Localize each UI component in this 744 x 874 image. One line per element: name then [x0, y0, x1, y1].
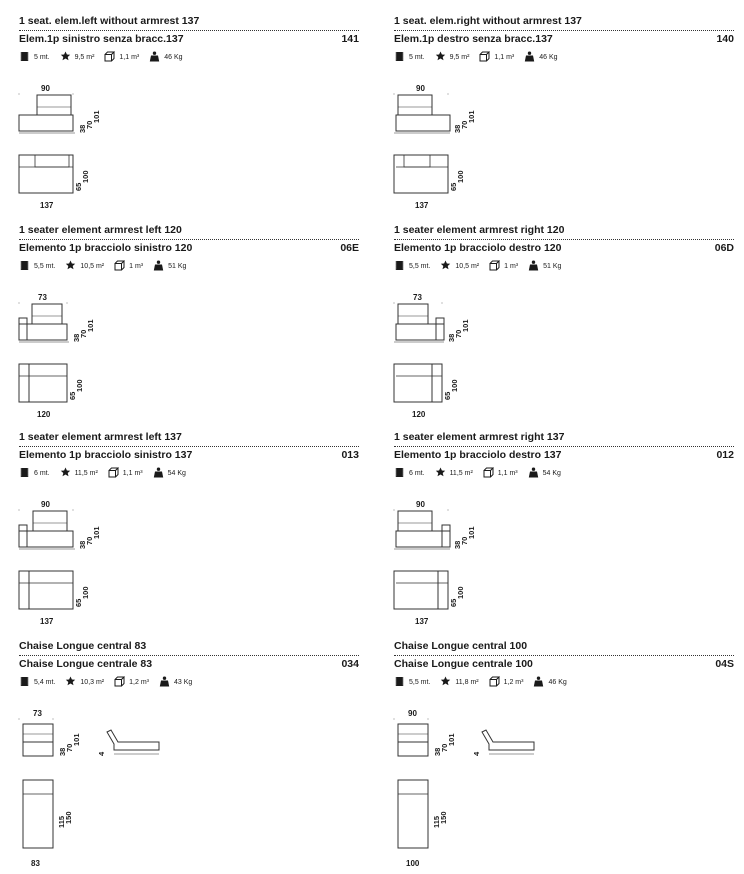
spec-weight: 43 Kg [173, 678, 193, 686]
dim-arm-height: 70 [460, 120, 469, 129]
product-name-en: 1 seater element armrest left 137 [19, 431, 182, 443]
product-code: 06D [714, 242, 734, 254]
product-name-it: Elem.1p sinistro senza bracc.137 [19, 33, 184, 45]
dim-total-depth: 150 [64, 811, 73, 824]
spec-row [19, 467, 196, 479]
dim-arm-height: 70 [65, 743, 74, 752]
dim-arm-height: 70 [454, 329, 463, 338]
product-card [19, 431, 359, 631]
dim-seat-height: 38 [453, 540, 462, 549]
product-name-it: Chaise Longue centrale 83 [19, 658, 153, 670]
spec-fabric: 6 mt. [409, 469, 425, 477]
product-name-it: Elemento 1p bracciolo destro 137 [394, 449, 562, 461]
weight-icon [153, 467, 168, 480]
guide-marks [19, 718, 53, 720]
dim-back-width: 90 [416, 84, 425, 93]
spec-volume: 1,1 m³ [119, 53, 140, 61]
spec-fabric: 5,5 mt. [34, 262, 56, 270]
fabric-icon [19, 51, 34, 64]
product-card [394, 431, 734, 631]
dim-seat-height: 38 [72, 333, 81, 342]
leather-icon [60, 51, 75, 64]
fabric-icon [394, 51, 409, 64]
dim-seat-depth: 65 [74, 182, 83, 191]
dim-seat-depth: 65 [449, 182, 458, 191]
dim-back-width: 73 [413, 293, 422, 302]
fabric-icon [394, 467, 409, 480]
spec-fabric: 5,5 mt. [409, 262, 431, 270]
fabric-icon [394, 260, 409, 273]
product-code: 034 [341, 658, 359, 670]
elevation-drawing [19, 304, 69, 342]
spec-row [394, 51, 568, 63]
dotted-divider [394, 655, 734, 656]
spec-fabric: 6 mt. [34, 469, 50, 477]
technical-drawing [19, 485, 359, 625]
spec-fabric: 5 mt. [409, 53, 425, 61]
spec-weight: 51 Kg [168, 262, 187, 270]
dim-arm-height: 70 [85, 120, 94, 129]
weight-icon [524, 51, 539, 64]
spec-leather: 11,8 m² [455, 678, 479, 686]
volume-cube-icon [483, 467, 498, 480]
dim-seat-depth: 65 [68, 391, 77, 400]
product-card [19, 640, 359, 868]
leather-icon [435, 467, 450, 480]
elevation-drawing [19, 95, 75, 133]
spec-leather: 10,3 m² [80, 678, 105, 686]
technical-drawing [394, 69, 734, 209]
dim-back-width: 90 [408, 709, 417, 718]
leather-icon [440, 260, 455, 273]
product-code: 06E [340, 242, 359, 254]
dotted-divider [19, 446, 359, 447]
dotted-divider [19, 239, 359, 240]
weight-icon [159, 676, 174, 689]
leather-icon [440, 676, 455, 689]
product-name-en: 1 seater element armrest right 120 [394, 224, 565, 236]
product-name-it: Elemento 1p bracciolo sinistro 137 [19, 449, 193, 461]
spec-row [394, 260, 571, 272]
dim-plan-width: 120 [412, 410, 426, 419]
product-code: 140 [716, 33, 734, 45]
spec-volume: 1,1 m³ [122, 469, 143, 477]
spec-weight: 54 Kg [167, 469, 186, 477]
plan-drawing [19, 571, 73, 609]
spec-leather: 10,5 m² [80, 262, 105, 270]
spec-fabric: 5,4 mt. [34, 678, 56, 686]
elevation-drawing [19, 511, 75, 549]
technical-drawing [19, 694, 359, 874]
spec-row [19, 260, 196, 272]
spec-volume: 1 m³ [504, 262, 519, 270]
technical-drawing [394, 485, 734, 625]
dim-arm-height: 70 [79, 329, 88, 338]
volume-cube-icon [479, 51, 494, 64]
product-code: 04S [715, 658, 734, 670]
dim-total-depth: 150 [439, 811, 448, 824]
dim-seat-depth: 115 [57, 815, 66, 828]
weight-icon [528, 260, 543, 273]
plan-drawing [394, 364, 442, 402]
plan-drawing [398, 780, 428, 848]
product-name-it: Elemento 1p bracciolo destro 120 [394, 242, 562, 254]
dim-total-height: 101 [92, 110, 101, 123]
volume-cube-icon [114, 260, 129, 273]
fabric-icon [19, 260, 34, 273]
spec-weight: 46 Kg [548, 678, 567, 686]
spec-fabric: 5,5 mt. [409, 678, 431, 686]
leather-icon [65, 260, 80, 273]
dotted-divider [394, 30, 734, 31]
dim-plan-width: 137 [40, 201, 54, 210]
product-card [394, 640, 734, 868]
leather-icon [60, 467, 75, 480]
dotted-divider [19, 30, 359, 31]
fabric-icon [19, 467, 34, 480]
weight-icon [153, 260, 168, 273]
dim-profile-height: 4 [472, 751, 481, 756]
dim-back-width: 90 [416, 500, 425, 509]
dim-back-width: 90 [41, 500, 50, 509]
dim-seat-height: 38 [447, 333, 456, 342]
spec-row [394, 676, 577, 688]
product-name-it: Chaise Longue centrale 100 [394, 658, 533, 670]
dim-total-height: 101 [467, 110, 476, 123]
fabric-icon [394, 676, 409, 689]
plan-drawing [394, 571, 448, 609]
leather-icon [65, 676, 80, 689]
spec-volume: 1,2 m³ [503, 678, 524, 686]
spec-leather: 9,5 m² [449, 53, 470, 61]
fabric-icon [19, 676, 34, 689]
spec-volume: 1,1 m³ [494, 53, 515, 61]
product-name-it: Elemento 1p bracciolo sinistro 120 [19, 242, 193, 254]
dim-arm-height: 70 [440, 743, 449, 752]
dim-seat-depth: 65 [443, 391, 452, 400]
dim-plan-width: 100 [406, 859, 420, 868]
product-name-en: 1 seat. elem.left without armrest 137 [19, 15, 200, 27]
volume-cube-icon [108, 467, 123, 480]
dim-back-width: 90 [41, 84, 50, 93]
dim-plan-width: 83 [31, 859, 40, 868]
spec-leather: 10,5 m² [455, 262, 480, 270]
dim-back-width: 73 [33, 709, 42, 718]
dotted-divider [19, 655, 359, 656]
dim-seat-height: 38 [78, 540, 87, 549]
dim-profile-height: 4 [97, 751, 106, 756]
weight-icon [528, 467, 543, 480]
dim-plan-width: 137 [415, 201, 429, 210]
spec-volume: 1,1 m³ [497, 469, 518, 477]
spec-row [19, 676, 202, 688]
dim-total-height: 101 [86, 319, 95, 332]
dim-total-depth: 100 [450, 379, 459, 392]
product-name-en: 1 seater element armrest left 120 [19, 224, 182, 236]
dim-seat-height: 38 [453, 124, 462, 133]
dim-arm-height: 70 [460, 536, 469, 545]
dim-total-height: 101 [92, 526, 101, 539]
elevation-drawing [23, 724, 159, 756]
dim-seat-depth: 65 [74, 598, 83, 607]
elevation-drawing [394, 511, 450, 549]
elevation-drawing [398, 724, 534, 756]
spec-leather: 11,5 m² [74, 469, 98, 477]
technical-drawing [19, 278, 359, 418]
product-code: 013 [341, 449, 359, 461]
spec-volume: 1,2 m³ [129, 678, 149, 686]
dim-plan-width: 137 [415, 617, 429, 626]
plan-drawing [19, 364, 67, 402]
spec-weight: 46 Kg [164, 53, 183, 61]
technical-drawing [394, 278, 734, 418]
dim-total-depth: 100 [81, 170, 90, 183]
dim-total-depth: 100 [81, 586, 90, 599]
volume-cube-icon [114, 676, 129, 689]
spec-row [19, 51, 193, 63]
product-code: 012 [716, 449, 734, 461]
spec-weight: 54 Kg [542, 469, 561, 477]
product-name-it: Elem.1p destro senza bracc.137 [394, 33, 553, 45]
spec-leather: 9,5 m² [74, 53, 95, 61]
weight-icon [149, 51, 164, 64]
elevation-drawing [394, 95, 450, 133]
dim-total-depth: 100 [75, 379, 84, 392]
dim-seat-height: 38 [433, 747, 442, 756]
dim-seat-depth: 65 [449, 598, 458, 607]
dim-total-height: 101 [72, 733, 81, 746]
product-name-en: Chaise Longue central 83 [19, 640, 147, 652]
product-card [19, 15, 359, 215]
dim-total-depth: 100 [456, 586, 465, 599]
plan-drawing [23, 780, 53, 848]
dotted-divider [394, 239, 734, 240]
dim-back-width: 73 [38, 293, 47, 302]
volume-cube-icon [104, 51, 119, 64]
guide-marks [394, 718, 428, 720]
product-name-en: Chaise Longue central 100 [394, 640, 528, 652]
leather-icon [435, 51, 450, 64]
plan-drawing [394, 155, 448, 193]
product-card [394, 224, 734, 424]
plan-drawing [19, 155, 73, 193]
dotted-divider [394, 446, 734, 447]
spec-weight: 46 Kg [539, 53, 558, 61]
dim-total-depth: 100 [456, 170, 465, 183]
product-card [394, 15, 734, 215]
spec-volume: 1 m³ [129, 262, 144, 270]
dim-total-height: 101 [467, 526, 476, 539]
dim-seat-height: 38 [78, 124, 87, 133]
technical-drawing [394, 694, 734, 874]
spec-leather: 11,5 m² [449, 469, 473, 477]
technical-drawing [19, 69, 359, 209]
weight-icon [533, 676, 548, 689]
dim-plan-width: 137 [40, 617, 54, 626]
dim-plan-width: 120 [37, 410, 51, 419]
product-card [19, 224, 359, 424]
spec-row [394, 467, 571, 479]
dim-seat-height: 38 [58, 747, 67, 756]
dim-arm-height: 70 [85, 536, 94, 545]
dim-total-height: 101 [447, 733, 456, 746]
product-name-en: 1 seat. elem.right without armrest 137 [394, 15, 582, 27]
volume-cube-icon [489, 260, 504, 273]
product-name-en: 1 seater element armrest right 137 [394, 431, 565, 443]
dim-seat-depth: 115 [432, 815, 441, 828]
product-code: 141 [341, 33, 359, 45]
spec-weight: 51 Kg [543, 262, 562, 270]
dim-total-height: 101 [461, 319, 470, 332]
spec-fabric: 5 mt. [34, 53, 50, 61]
volume-cube-icon [489, 676, 504, 689]
elevation-drawing [394, 304, 444, 342]
